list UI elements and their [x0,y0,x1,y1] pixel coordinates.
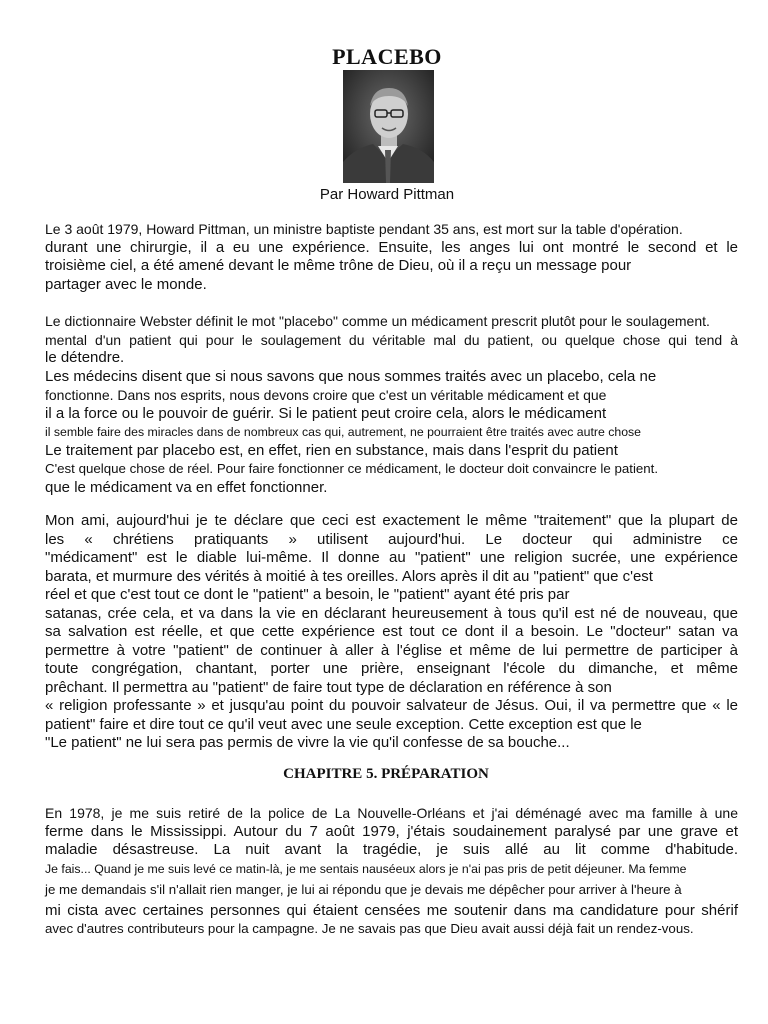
paragraph-1 [45,220,738,294]
text-line: fonctionne. Dans nos esprits, nous devons croire que c'est un véritable médicament et que [45,387,607,403]
text-line: barata, et murmure des vérités à moitié à tes oreilles. Alors après il dit au "patient" que c'est [45,567,653,585]
text-line: En 1978, je me suis retiré de la police de La Nouvelle-Orléans et j'ai déménagé avec ma famille à une [45,805,738,821]
text-line: C'est quelque chose de réel. Pour faire fonctionner ce médicament, le docteur doit convaincre le patient. [45,461,659,476]
byline: Par Howard Pittman [319,186,455,203]
text-line: sa salvation est réelle, et que cette expérience est tout ce dont il a besoin. Le "docteur" satan va [45,623,738,640]
text-line: troisième ciel, a été amené devant le même trône de Dieu, où il a reçu un message pour [45,257,632,274]
portrait-photo [343,70,434,183]
text-line: Mon ami, aujourd'hui je te déclare que ceci est exactement le même "traitement" que la plupart de [45,512,738,529]
text-line: permettre à votre "patient" de continuer à aller à l'église et même de lui permettre de participer à [45,641,738,659]
paragraph-2 [45,312,738,497]
text-line: « religion professante » et jusqu'au point du pouvoir salvateur de Jésus. Oui, il va permettre que « le [45,697,738,714]
text-line: mental d'un patient qui pour le soulagement du véritable mal du patient, ou quelque chose qui tend à [45,331,738,348]
page-title: PLACEBO [332,44,442,69]
text-line: je me demandais s'il n'allait rien manger, je lui ai répondu que je devais me dépêcher pour arriver à l'heure à [45,882,682,897]
text-line: Le 3 août 1979, Howard Pittman, un ministre baptiste pendant 35 ans, est mort sur la table d'opération. [45,221,683,237]
text-line: partager avec le monde. [45,275,207,293]
text-line: patient" faire et dire tout ce qu'il veut avec une seule exception. Cette exception est que le [45,715,642,733]
text-line: Le traitement par placebo est, en effet, rien en substance, mais dans l'esprit du patient [45,441,618,459]
text-line: que le médicament va en effet fonctionner. [45,478,328,496]
text-line: prêchant. Il permettra au "patient" de faire tout type de déclaration en référence à son [45,678,612,696]
chapter-heading: CHAPITRE 5. PRÉPARATION [283,766,489,782]
text-line: il semble faire des miracles dans de nombreux cas qui, autrement, ne pourraient être traités avec autre chose [45,425,642,439]
paragraph-4 [45,804,738,939]
text-line: maladie désastreuse. La nuit avant la tragédie, je suis allé au lit comme d'habitude. [45,841,738,858]
text-line: mi cista avec certaines personnes qui étaient censées me soutenir dans ma candidature pour shérif [45,901,738,919]
text-line: toute congrégation, chantant, porter une prière, enseignant l'école du dimanche, et même [45,660,738,677]
text-line: Le dictionnaire Webster définit le mot "placebo" comme un médicament prescrit plutôt pour le soulagement. [45,313,710,329]
paragraph-3 [45,512,738,753]
text-line: "Le patient" ne lui sera pas permis de vivre la vie qu'il confesse de sa bouche... [45,734,570,751]
text-line: "médicament" est le diable lui-même. Il donne au "patient" une religion sucrée, une expérience [45,549,738,566]
text-line: satanas, crée cela, et va dans la vie en déclarant heureusement à tous qu'il est né de nouveau, que [45,604,738,622]
text-line: réel et que c'est tout ce dont le "patient" a besoin, le "patient" ayant été pris par [45,586,570,603]
text-line: durant une chirurgie, il a eu une expérience. Ensuite, les anges lui ont montré le second et le [45,238,738,256]
text-line: avec d'autres contributeurs pour la campagne. Je ne savais pas que Dieu avait aussi déjà fait un rendez-vous. [45,921,694,936]
text-line: il a la force ou le pouvoir de guérir. Si le patient peut croire cela, alors le médicament [45,404,607,422]
text-line: Je fais... Quand je me suis levé ce matin-là, je me sentais nauséeux alors je n'ai pas pris de petit déjeuner. Ma femme [45,861,687,876]
text-line: les « chrétiens pratiquants » utilisent aujourd'hui. Le docteur qui administre ce [45,530,738,548]
portrait-icon [343,70,434,183]
text-line: ferme dans le Mississippi. Autour du 7 août 1979, j'étais soudainement paralysé par une grave et [45,822,738,840]
text-line: Les médecins disent que si nous savons que nous sommes traités avec un placebo, cela ne [45,367,657,385]
text-line: le détendre. [45,349,125,366]
